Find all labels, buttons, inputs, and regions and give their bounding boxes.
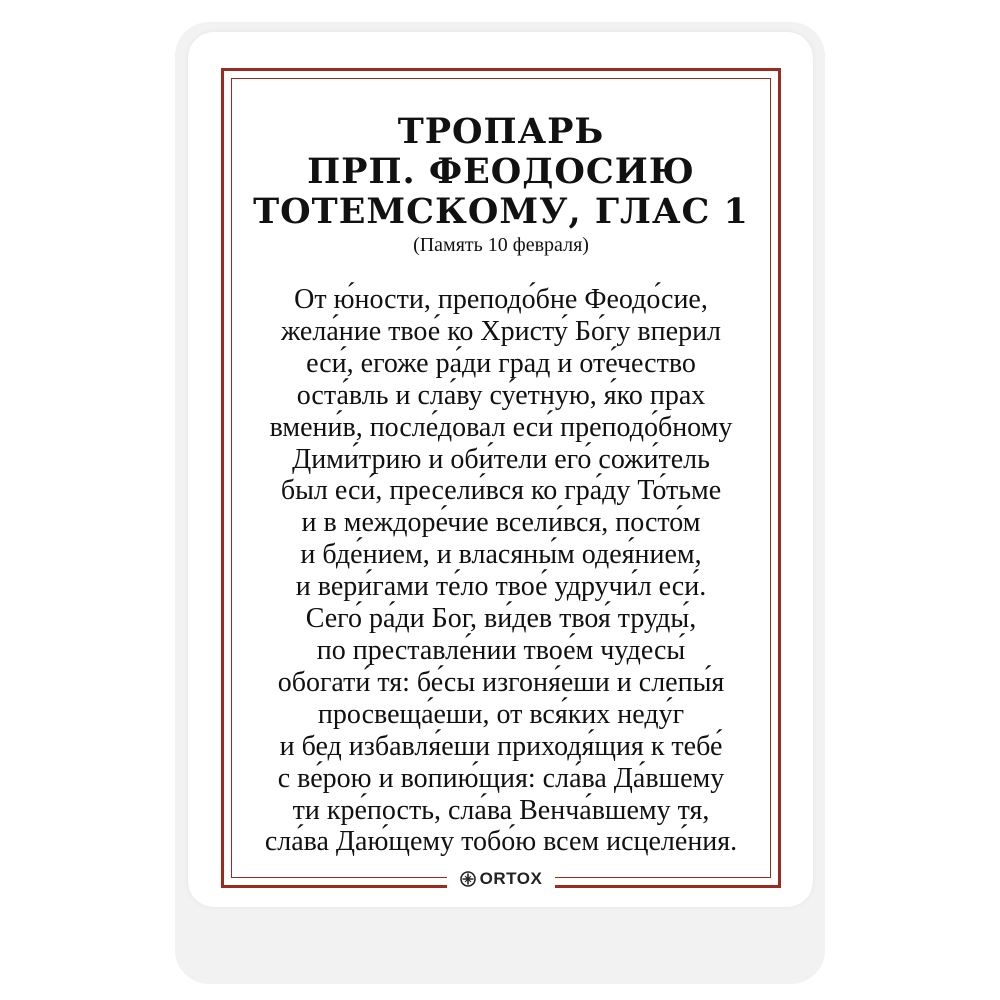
prayer-line: и бде́нием, и власяны́м одея́нием, bbox=[300, 539, 702, 571]
prayer-text bbox=[231, 284, 771, 858]
prayer-title bbox=[231, 112, 771, 232]
ortox-logo bbox=[447, 866, 555, 892]
prayer-line: Сего́ ра́ди Бог, ви́дев твоя́ труды́, bbox=[305, 603, 697, 635]
prayer-line: жела́ние твое́ ко Христу́ Бо́гу вперил bbox=[280, 315, 722, 347]
prayer-line: по преставле́нии твое́м чудесы́ bbox=[316, 634, 686, 666]
prayer-line: и бед избавля́еши приходя́щия к тебе́ bbox=[279, 730, 723, 762]
prayer-line: и в междоре́чие всели́вся, посто́м bbox=[301, 507, 701, 539]
prayer-line: был еси́, пресели́вся ко гра́ду То́тьме bbox=[280, 475, 722, 507]
prayer-line: просвеща́еши, от вся́ких неду́г bbox=[317, 698, 685, 730]
prayer-line: От ю́ности, преподо́бне Феодо́сие, bbox=[294, 284, 708, 315]
title-line: ТОТЕМСКОМУ, ГЛАС 1 bbox=[253, 191, 749, 232]
prayer-line: Дими́трию и оби́тели его́ сожи́тель bbox=[292, 443, 710, 475]
prayer-line: с ве́рою и вопию́щия: сла́ва Да́вшему bbox=[277, 762, 725, 794]
ortox-cross-icon bbox=[460, 871, 476, 887]
title-line: ПРП. ФЕОДОСИЮ bbox=[307, 151, 695, 192]
prayer-line: обогати́ тя: бе́сы изгоня́еши и слепы́я bbox=[277, 666, 725, 698]
title-line: ТРОПАРЬ bbox=[397, 111, 605, 152]
prayer-line: еси́, егоже ра́ди град и оте́чество bbox=[306, 347, 696, 379]
prayer-line: ти кре́пость, сла́ва Венча́вшему тя, bbox=[292, 794, 710, 826]
commemoration-date: (Память 10 февраля) bbox=[413, 234, 589, 256]
prayer-line: и вери́гами те́ло твое́ удручи́л еси́. bbox=[295, 571, 707, 603]
prayer-line: оста́вль и сла́ву су́етную, я́ко прах bbox=[296, 379, 706, 411]
logo-text: ORTOX bbox=[479, 869, 543, 888]
prayer-line: вмени́в, после́довал еси́ преподо́бному bbox=[269, 411, 733, 443]
prayer-line: сла́ва Даю́щему тобо́ю всем исцеле́ния. bbox=[264, 826, 738, 858]
